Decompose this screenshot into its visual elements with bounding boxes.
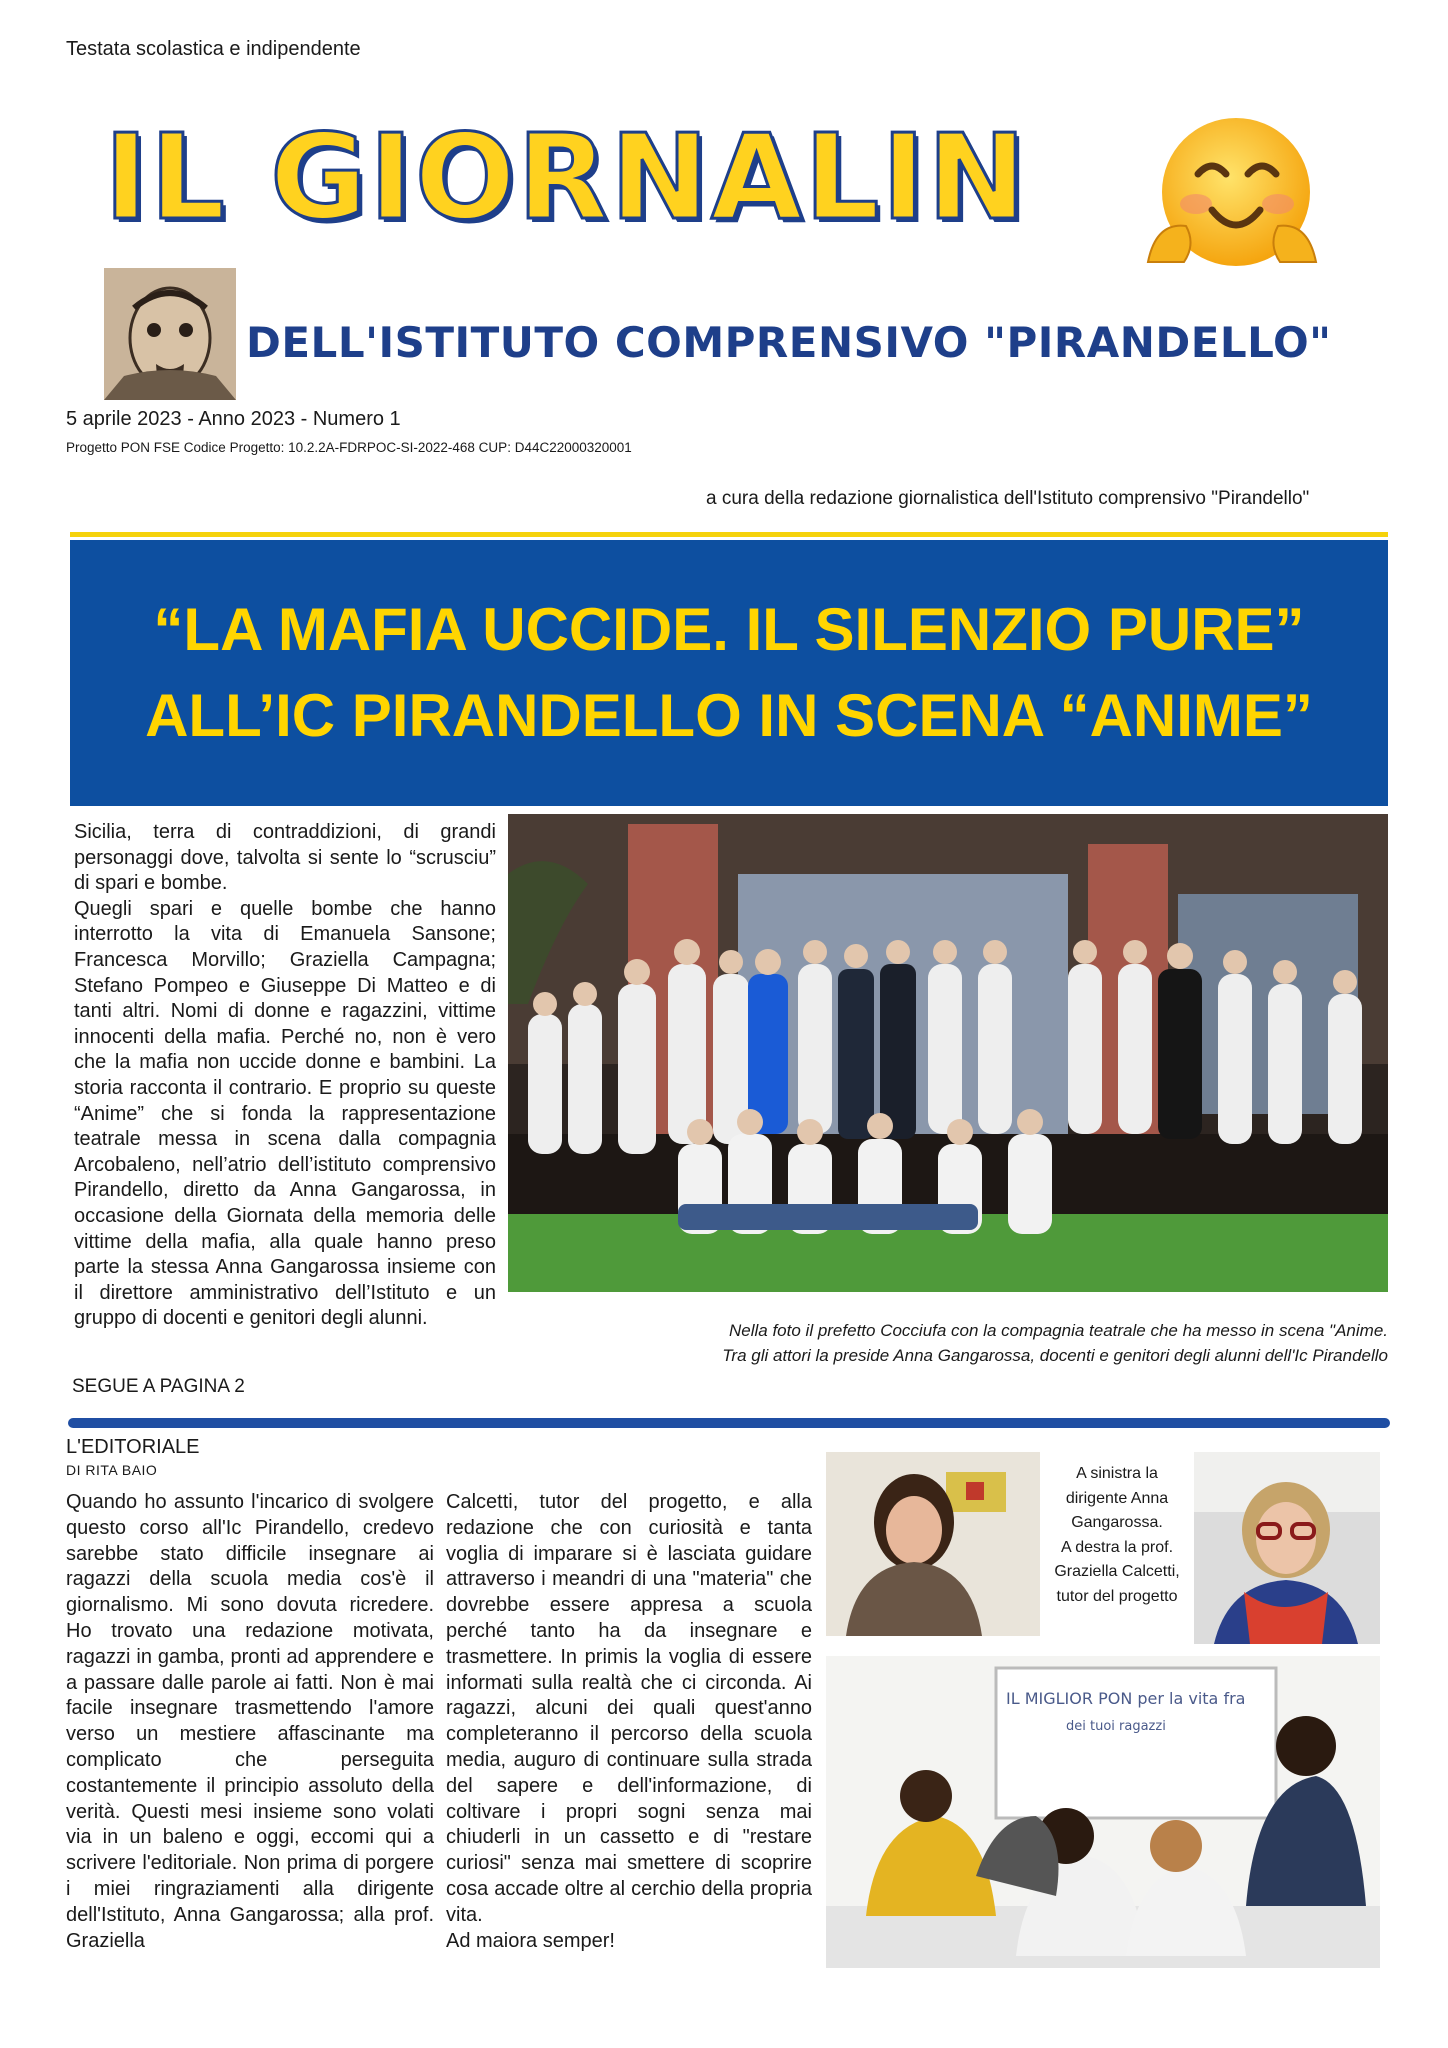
project-code-line: Progetto PON FSE Codice Progetto: 10.2.2A-FDRPOC-SI-2022-468 CUP: D44C22000320001	[66, 440, 632, 455]
whiteboard-text-2: dei tuoi ragazzi	[1066, 1719, 1166, 1734]
editorial-label: L'EDITORIALE	[66, 1436, 200, 1458]
photo-caption-line-2: Tra gli attori la preside Anna Gangarossa, docenti e genitori degli alunni dell'Ic Pirandello	[722, 1346, 1388, 1365]
pirandello-portrait-icon	[104, 268, 236, 400]
side-caption-line: dirigente Anna	[1065, 1489, 1169, 1507]
lead-article	[74, 820, 496, 1332]
continued-notice: SEGUE A PAGINA 2	[72, 1376, 245, 1397]
editorial-column-1: Quando ho assunto l'incarico di svolgere questo corso all'Ic Pirandello, credevo sarebbe stato difficile insegnare ai ragazzi della scuola media cos'è il giornalismo. Mi sono dovuta ricredere. Ho trovato una redazione motivata, ragazzi in gamba, pronti ad apprendere e a passare dalle parole ai fatti. Non è mai facile insegnare trasmettendo l'amore verso un mestiere affascinante ma complicato che perseguita costantemente il principio assoluto della verità. Questi mesi insieme sono volati via in un baleno e oggi, eccomi qui a scrivere l'editoriale. Non prima di porgere i miei ringraziamenti alla dirigente dell'Istituto, Anna Gangarossa; alla prof. Graziella	[66, 1491, 434, 1952]
editorial-closing: Ad maiora semper!	[446, 1929, 615, 1952]
lead-paragraph-2: Quegli spari e quelle bombe che hanno interrotto la vita di Emanuela Sansone; Francesca Morvillo; Graziella Campagna; Stefano Pompeo e Giuseppe Di Matteo e di tanti altri. Nomi di donne e ragazzini, vittime innocenti della mafia. Perché no, non è vero che la mafia non uccide donne e bambini. La storia racconta il contrario. E proprio su queste “Anime” che si fonda la rappresentazione teatrale messa in scena dalla compagnia Arcobaleno, nell’atrio dell’istituto comprensivo Pirandello, diretto da Anna Gangarossa, in occasione della Giornata della memoria delle vittime della mafia, alla quale hanno preso parte la stessa Anna Gangarossa insieme con il direttore amministrativo dell’Istituto e un gruppo di docenti e genitori degli alunni.	[74, 897, 496, 1330]
headline-line-2: ALL’IC PIRANDELLO IN SCENA “ANIME”	[145, 682, 1313, 749]
theater-group-photo	[508, 814, 1388, 1292]
students-whiteboard-photo	[826, 1656, 1380, 1968]
editorial-credit: a cura della redazione giornalistica dell'Istituto comprensivo "Pirandello"	[706, 488, 1310, 509]
side-caption-line: A destra la prof.	[1060, 1538, 1174, 1556]
yellow-divider	[70, 532, 1388, 537]
side-photo-caption	[1042, 1462, 1192, 1609]
masthead-subtitle: DELL'ISTITUTO COMPRENSIVO "PIRANDELLO"	[246, 318, 1332, 367]
headline-line-1: “LA MAFIA UCCIDE. IL SILENZIO PURE”	[153, 596, 1305, 663]
lead-paragraph-1: Sicilia, terra di contraddizioni, di grandi personaggi dove, talvolta si sente lo “scrusciu” di spari e bombe.	[74, 821, 496, 895]
tutor-photo	[1194, 1452, 1380, 1644]
headline-box	[70, 540, 1388, 806]
issue-date-line: 5 aprile 2023 - Anno 2023 - Numero 1	[66, 408, 401, 430]
whiteboard-text-1: IL MIGLIOR PON per la vita fra	[1006, 1689, 1246, 1708]
blue-divider	[68, 1418, 1390, 1428]
side-caption-line: A sinistra la	[1076, 1465, 1158, 1482]
photo-caption	[508, 1318, 1388, 1368]
smiling-face-emoji-icon	[1140, 112, 1324, 282]
masthead-title: IL GIORNALIN	[104, 108, 1029, 246]
side-caption-line: Gangarossa.	[1071, 1514, 1163, 1531]
editorial-column-2	[446, 1490, 812, 1954]
side-caption-line: tutor del progetto	[1056, 1587, 1178, 1605]
tagline: Testata scolastica e indipendente	[66, 38, 361, 60]
editorial-author: DI RITA BAIO	[66, 1462, 158, 1478]
principal-photo	[826, 1452, 1040, 1636]
side-caption-line: Graziella Calcetti,	[1054, 1563, 1180, 1580]
editorial-column-2-text: Calcetti, tutor del progetto, e alla redazione che con curiosità e tanta voglia di imparare si è lasciata guidare attraverso i meandri di una "materia" che dovrebbe essere appresa a scuola perché tanto ha da insegnare e trasmettere. In primis la voglia di essere informati sulla realtà che ci circonda. Ai ragazzi, alcuni dei quali quest'anno completeranno il percorso della scuola media, auguro di continuare sulla strada del sapere e dell'informazione, di coltivare i propri sogni senza mai chiuderli in un cassetto e di "restare curiosi" senza mai smettere di scoprire cosa accade oltre al cerchio della propria vita.	[446, 1491, 812, 1926]
photo-caption-line-1: Nella foto il prefetto Cocciufa con la compagnia teatrale che ha messo in scena "Anime.	[729, 1321, 1388, 1340]
